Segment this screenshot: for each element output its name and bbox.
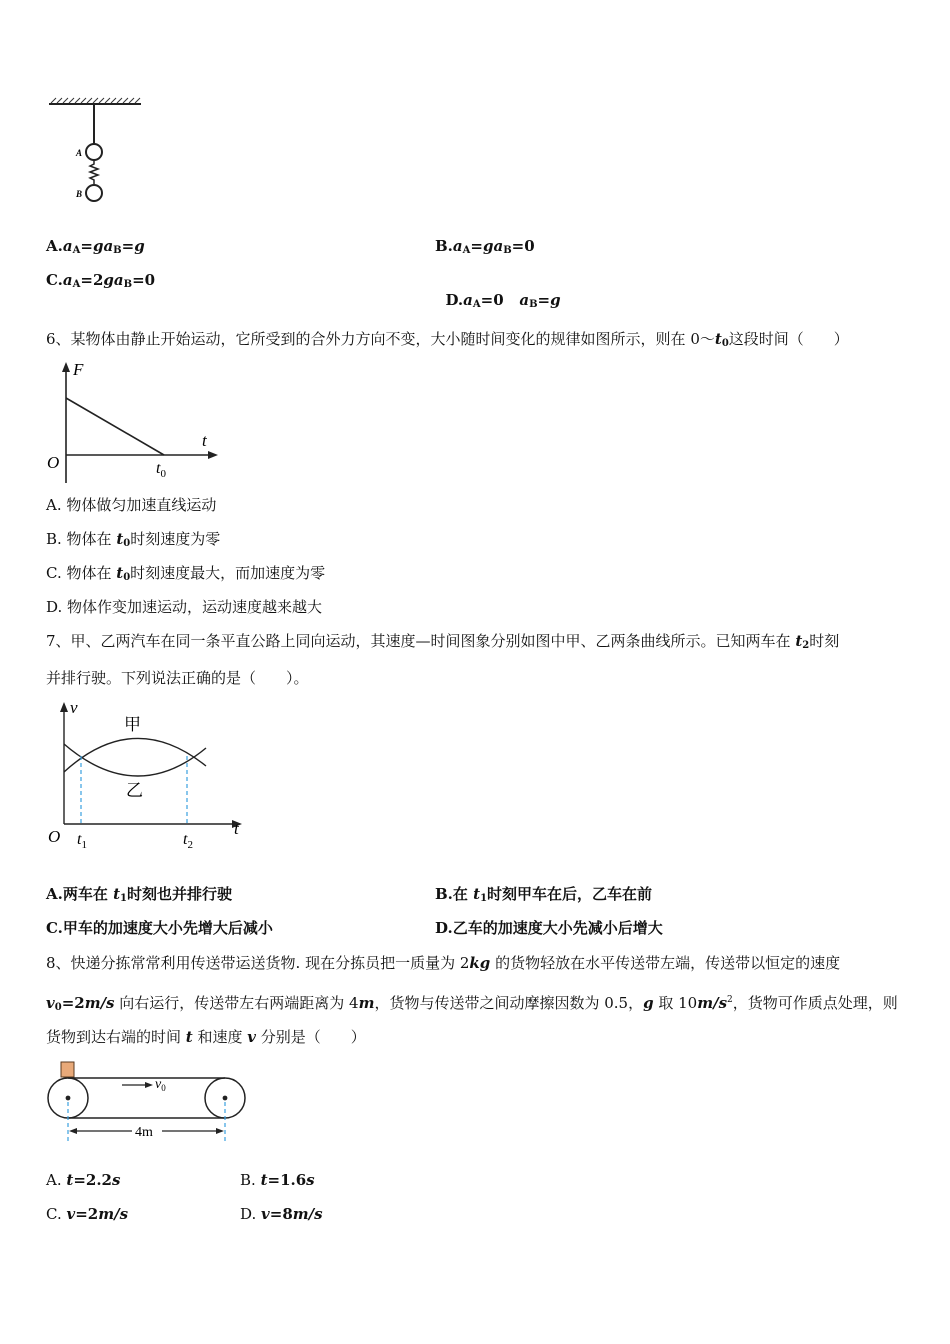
- q8-stem-line1: 8、快递分拣常常利用传送带运送货物. 现在分拣员把一质量为 2kg 的货物轻放在水平传送带左端，传送带以恒定的速度: [46, 954, 841, 972]
- cargo-box: [61, 1062, 74, 1077]
- label-b: B: [76, 189, 83, 199]
- t1-label: $t_1$: [77, 831, 87, 851]
- t2-label: $t_2$: [183, 831, 193, 851]
- label-a: A: [76, 148, 83, 158]
- t-axis-label: t: [202, 431, 207, 450]
- q5-option-b[interactable]: $B.a_A=ga_B=0$: [435, 237, 535, 256]
- q8-option-d[interactable]: D. v=8m/s: [240, 1205, 323, 1223]
- f-axis-label: F: [73, 360, 84, 379]
- q8-option-b[interactable]: B. t=1.6s: [240, 1171, 315, 1189]
- curve-jia: [64, 738, 206, 772]
- q5-option-c[interactable]: $C.a_A=2ga_B=0$: [46, 271, 156, 290]
- distance-label: 4m: [135, 1125, 153, 1140]
- q8-option-a[interactable]: A. t=2.2s: [46, 1171, 121, 1189]
- q7-option-a[interactable]: A.两车在 $t_1$时刻也并排行驶: [46, 885, 233, 904]
- spring-ball-diagram: [46, 96, 146, 206]
- velocity-time-graph: [44, 696, 254, 856]
- q5-option-d[interactable]: $D.a_A=0$ $a_B=g$: [445, 291, 561, 310]
- q7-stem-line2: 并排行驶。下列说法正确的是（ ）。: [46, 669, 309, 687]
- q6-option-c[interactable]: C. 物体在 $t_0$时刻速度最大，而加速度为零: [46, 564, 326, 583]
- ball-a: [86, 144, 102, 160]
- force-line: [66, 398, 164, 455]
- q5-option-a[interactable]: $A.a_A=ga_B=g$: [46, 237, 145, 256]
- ball-b: [86, 185, 102, 201]
- v-axis-label: v: [70, 698, 78, 717]
- q8-stem-line3: 货物到达右端的时间 t 和速度 v 分别是（ ）: [46, 1028, 366, 1046]
- t0-label: $t_0$: [156, 460, 166, 480]
- jia-label: 甲: [124, 715, 141, 734]
- conveyor-belt-diagram: [44, 1058, 249, 1146]
- origin-label: O: [48, 827, 61, 846]
- v0-label: $v_0$: [155, 1077, 166, 1093]
- t-axis-label: t: [234, 819, 239, 838]
- q8-option-c[interactable]: C. v=2m/s: [46, 1205, 129, 1223]
- q7-stem-line1: 7、甲、乙两汽车在同一条平直公路上同向运动，其速度—时间图象分别如图中甲、乙两条曲线所示。已知两车在 $t_2$时刻: [46, 632, 840, 651]
- force-time-graph: [44, 358, 224, 483]
- q6-option-d[interactable]: D. 物体作变加速运动，运动速度越来越大: [46, 598, 323, 616]
- q7-option-b[interactable]: B.在 $t_1$时刻甲车在后，乙车在前: [435, 885, 653, 904]
- q7-option-c[interactable]: C.甲车的加速度大小先增大后减小: [46, 919, 273, 937]
- q8-stem-line2: $v_0=2m/s$ 向右运行，传送带左右两端距离为 4m，货物与传送带之间动摩擦因数为 0.5，g 取 $10m/s^2$，货物可作质点处理，则: [46, 994, 898, 1013]
- q6-stem: 6、某物体由静止开始运动，它所受到的合外力方向不变，大小随时间变化的规律如图所示，则在 $0\sim t_0$这段时间（ ）: [46, 330, 849, 349]
- q6-option-a[interactable]: A. 物体做匀加速直线运动: [46, 496, 217, 514]
- yi-label: 乙: [126, 781, 143, 800]
- curve-yi: [64, 744, 206, 776]
- q6-option-b[interactable]: B. 物体在 $t_0$时刻速度为零: [46, 530, 221, 549]
- origin-label: O: [47, 453, 60, 472]
- q7-option-d[interactable]: D.乙车的加速度大小先减小后增大: [435, 919, 663, 937]
